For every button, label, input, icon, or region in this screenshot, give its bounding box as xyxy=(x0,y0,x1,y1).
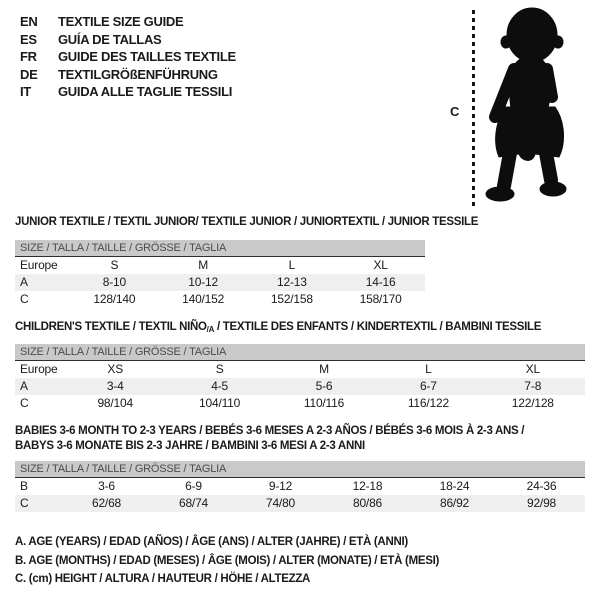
table-row xyxy=(15,291,425,308)
table-cell: 80/86 xyxy=(352,496,383,510)
table-cell: 92/98 xyxy=(526,496,557,510)
table-cell: 140/152 xyxy=(182,292,225,306)
table-cell: 3-6 xyxy=(98,479,115,493)
table-cell: 128/140 xyxy=(93,292,136,306)
table-cell: 18-24 xyxy=(439,479,470,493)
table-cell: S xyxy=(110,258,119,272)
table-cell: 7-8 xyxy=(524,379,542,393)
table-row xyxy=(15,257,425,274)
table-cell: 4-5 xyxy=(211,379,228,393)
row-label: C xyxy=(20,496,29,510)
table-cell: 158/170 xyxy=(359,292,402,306)
table-row xyxy=(15,361,585,378)
babies-heading-line1: BABIES 3-6 MONTH TO 2-3 YEARS / BEBÉS 3-6 MESES A 2-3 AÑOS / BÉBÉS 3-6 MOIS À 2-3 ANS / xyxy=(15,425,525,437)
language-label: TEXTILE SIZE GUIDE xyxy=(58,14,184,30)
language-code: FR xyxy=(20,49,37,65)
children-size-table xyxy=(15,344,585,412)
table-cell: 74/80 xyxy=(265,496,296,510)
language-item-es xyxy=(20,31,236,49)
row-label: A xyxy=(20,379,28,393)
table-cell: 86/92 xyxy=(439,496,470,510)
table-cell: L xyxy=(288,258,296,272)
row-label: Europe xyxy=(20,362,58,376)
table-cell: 6-7 xyxy=(420,379,437,393)
row-label: C xyxy=(20,396,29,410)
junior-size-bar: SIZE / TALLA / TAILLE / GRÖSSE / TAGLIA xyxy=(15,240,425,257)
junior-size-table xyxy=(15,240,425,308)
table-cell: 12-13 xyxy=(277,275,307,289)
table-cell: 62/68 xyxy=(91,496,122,510)
language-code: EN xyxy=(20,14,38,30)
row-label: A xyxy=(20,275,28,289)
table-cell: XS xyxy=(107,362,123,376)
language-item-en xyxy=(20,13,236,31)
table-cell: XL xyxy=(373,258,388,272)
children-heading-text: / TEXTILE DES ENFANTS / KINDERTEXTIL / BAMBINI TESSILE xyxy=(214,321,542,333)
table-cell: 10-12 xyxy=(188,275,218,289)
table-cell: 9-12 xyxy=(268,479,293,493)
table-cell: 122/128 xyxy=(511,396,554,410)
table-cell: 68/74 xyxy=(178,496,209,510)
table-cell: 116/122 xyxy=(407,396,449,410)
table-cell: XL xyxy=(525,362,540,376)
table-cell: S xyxy=(215,362,224,376)
language-item-fr xyxy=(20,48,236,66)
language-code: IT xyxy=(20,84,31,100)
language-item-de xyxy=(20,66,236,84)
language-list xyxy=(20,13,236,101)
height-measure-dashed-line-icon xyxy=(472,10,475,208)
language-code: ES xyxy=(20,31,37,47)
table-cell: M xyxy=(319,362,329,376)
table-cell: 152/158 xyxy=(270,292,313,306)
children-size-bar: SIZE / TALLA / TAILLE / GRÖSSE / TAGLIA xyxy=(15,344,585,361)
table-cell: 110/116 xyxy=(303,396,345,410)
children-heading-text: CHILDREN'S TEXTILE / TEXTIL NIÑO xyxy=(15,321,207,333)
table-cell: M xyxy=(198,258,209,272)
footnote-a: A. AGE (YEARS) / EDAD (AÑOS) / ÂGE (ANS) / ALTER (JAHRE) / ETÀ (ANNI) xyxy=(15,536,408,548)
row-label: Europe xyxy=(20,258,58,272)
babies-heading-line2: BABYS 3-6 MONATE BIS 2-3 JAHRE / BAMBINI 3-6 MESI A 2-3 ANNI xyxy=(15,440,365,452)
table-cell: 12-18 xyxy=(352,479,383,493)
language-item-it xyxy=(20,83,236,101)
table-cell: 8-10 xyxy=(102,275,126,289)
table-cell: 14-16 xyxy=(365,275,396,289)
row-label: C xyxy=(20,292,29,306)
footnote-c: C. (cm) HEIGHT / ALTURA / HAUTEUR / HÖHE / ALTEZZA xyxy=(15,573,311,585)
table-row xyxy=(15,378,585,395)
table-row xyxy=(15,395,585,412)
footnote-list xyxy=(15,536,439,592)
language-label: GUIDE DES TAILLES TEXTILE xyxy=(58,49,236,65)
row-label: B xyxy=(20,479,28,493)
table-cell: 5-6 xyxy=(315,379,333,393)
height-measure-label: C xyxy=(450,104,460,119)
table-cell: L xyxy=(425,362,432,376)
baby-silhouette-icon xyxy=(483,5,575,205)
table-row xyxy=(15,495,585,512)
table-row xyxy=(15,274,425,291)
table-cell: 104/110 xyxy=(199,396,241,410)
table-cell: 98/104 xyxy=(97,396,133,410)
babies-section-heading xyxy=(15,424,524,454)
babies-size-bar: SIZE / TALLA / TAILLE / GRÖSSE / TAGLIA xyxy=(15,461,585,478)
table-cell: 24-36 xyxy=(526,479,557,493)
table-cell: 6-9 xyxy=(185,479,202,493)
table-row xyxy=(15,478,585,495)
footnote-b: B. AGE (MONTHS) / EDAD (MESES) / ÂGE (MOIS) / ALTER (MONATE) / ETÀ (MESI) xyxy=(15,554,440,567)
language-label: GUÍA DE TALLAS xyxy=(58,31,162,47)
children-section-heading xyxy=(15,321,541,334)
junior-section-heading: JUNIOR TEXTILE / TEXTIL JUNIOR/ TEXTILE JUNIOR / JUNIORTEXTIL / JUNIOR TESSILE xyxy=(15,216,479,228)
language-code: DE xyxy=(20,66,38,82)
children-heading-subscript: /A xyxy=(206,325,215,334)
babies-size-table xyxy=(15,461,585,512)
table-cell: 3-4 xyxy=(106,379,124,393)
language-label: GUIDA ALLE TAGLIE TESSILI xyxy=(58,84,233,100)
language-label: TEXTILGRÖßENFÜHRUNG xyxy=(58,66,218,82)
